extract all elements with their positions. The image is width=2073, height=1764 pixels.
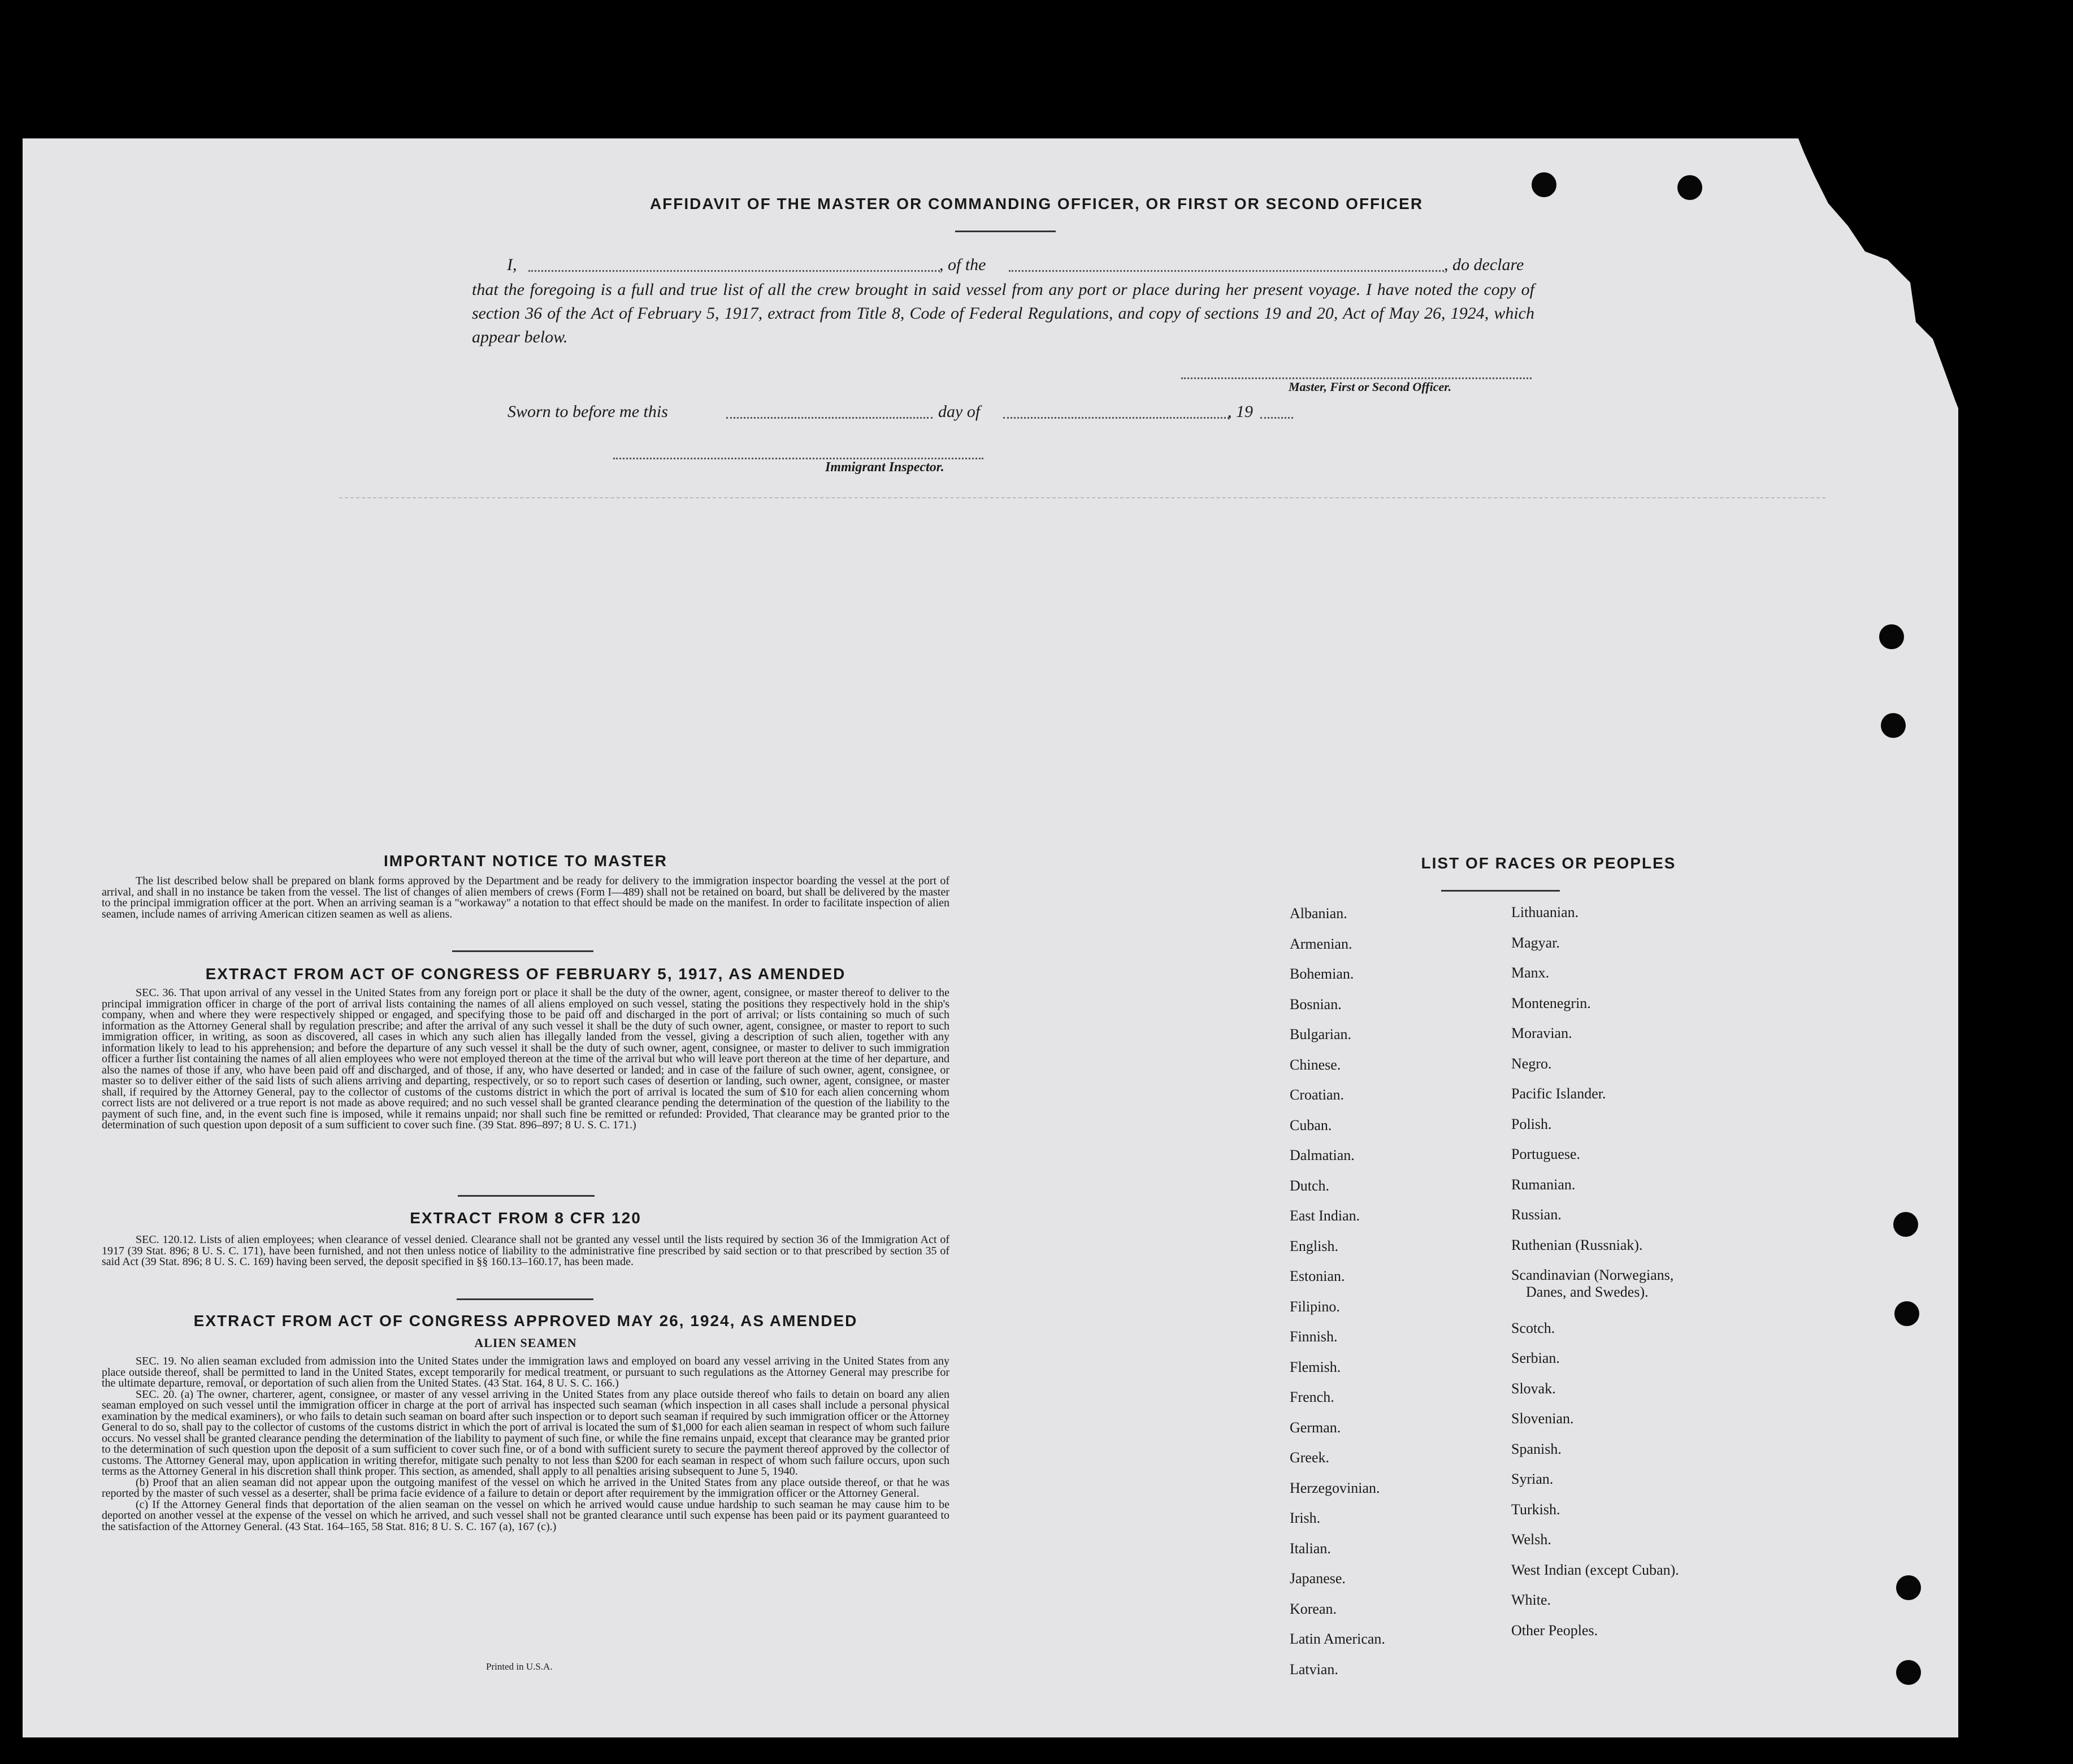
extract-1917-title: EXTRACT FROM ACT OF CONGRESS OF FEBRUARY 5, 1917, AS AMENDED: [205, 965, 846, 983]
race-item: West Indian (except Cuban).: [1511, 1561, 1679, 1578]
affidavit-heading: AFFIDAVIT OF THE MASTER OR COMMANDING OFFICER, OR FIRST OR SECOND OFFICER: [649, 195, 1424, 212]
sec20b-text: (b) Proof that an alien seaman did not appear upon the outgoing manifest of the vessel on which he arrived in the United States from any place outside thereof, or that he was reported by the master of such vessel as a deserter, shall be prima facie evidence of a failure to detain or deport after requirement by the immigration officer or the Attorney General.: [102, 1476, 949, 1500]
master-signature-label: Master, First or Second Officer.: [1289, 380, 1452, 394]
vessel-field[interactable]: [1009, 270, 1444, 272]
heading-rule: [955, 231, 1056, 232]
race-item: Manx.: [1511, 964, 1550, 981]
day-of-label: day of: [938, 402, 981, 421]
extract-cfr-title: EXTRACT FROM 8 CFR 120: [410, 1209, 641, 1227]
race-item: Korean.: [1290, 1600, 1337, 1617]
race-item: Greek.: [1290, 1449, 1330, 1466]
race-item: Polish.: [1511, 1115, 1552, 1132]
race-item: Flemish.: [1290, 1358, 1341, 1375]
punch-hole-right-2: [1881, 713, 1906, 738]
affidavit-of-label: , of the: [939, 255, 986, 274]
race-item: East Indian.: [1290, 1207, 1360, 1224]
race-item: Serbian.: [1511, 1350, 1560, 1367]
printed-note: Printed in U.S.A.: [486, 1661, 553, 1672]
race-item: Rumanian.: [1511, 1176, 1576, 1193]
torn-corner: [1729, 136, 1967, 429]
punch-hole-right-5: [1896, 1575, 1921, 1600]
year-field[interactable]: [1260, 417, 1293, 419]
extract-1924-body: [102, 1356, 949, 1532]
race-item: Latvian.: [1290, 1661, 1338, 1678]
race-item: Japanese.: [1290, 1570, 1346, 1587]
punch-hole-top-1: [1532, 172, 1556, 197]
race-item: Pacific Islander.: [1511, 1085, 1606, 1102]
race-item: Italian.: [1290, 1540, 1331, 1557]
race-item: Bohemian.: [1290, 966, 1354, 982]
extract-1924-title: EXTRACT FROM ACT OF CONGRESS APPROVED MAY 26, 1924, AS AMENDED: [193, 1312, 858, 1329]
notice-title: IMPORTANT NOTICE TO MASTER: [383, 852, 668, 870]
name-field[interactable]: [528, 270, 940, 272]
race-item: Other Peoples.: [1511, 1622, 1598, 1639]
race-item: German.: [1290, 1419, 1341, 1436]
race-item: Cuban.: [1290, 1116, 1332, 1133]
notice-text: The list described below shall be prepared on blank forms approved by the Department and be ready for delivery to the immigration inspector boarding the vessel at the port of arrival, and shall in no instance be taken from the vessel. The list of changes of alien members of crews (Form I—489) shall not be retained on board, but shall be delivered by the master to the principal immigration officer at the port. When an arriving seaman is a "workaway" a notation to that effect should be made on the manifest. In order to facilitate inspection of alien seamen, include names of arriving American citizen seamen as well as aliens.: [102, 875, 949, 920]
year-label: , 19: [1228, 402, 1253, 421]
extract-1917-rule: [458, 1195, 595, 1197]
inspector-signature-field[interactable]: [613, 458, 983, 459]
race-item: Herzegovinian.: [1290, 1479, 1380, 1496]
race-item: Albanian.: [1290, 905, 1347, 922]
race-item: English.: [1290, 1237, 1338, 1254]
race-item: Scotch.: [1511, 1319, 1555, 1336]
extract-cfr-rule: [457, 1298, 593, 1300]
race-item: Armenian.: [1290, 935, 1352, 952]
race-item: Welsh.: [1511, 1531, 1551, 1548]
race-item: French.: [1290, 1389, 1334, 1405]
master-signature-field[interactable]: [1181, 377, 1532, 379]
race-item: Bulgarian.: [1290, 1026, 1352, 1042]
race-item: Moravian.: [1511, 1025, 1572, 1041]
races-rule: [1441, 890, 1560, 892]
punch-hole-right-4: [1894, 1301, 1919, 1326]
race-item: Scandinavian (Norwegians, Danes, and Swedes).: [1511, 1267, 1674, 1300]
month-field[interactable]: [1003, 417, 1229, 419]
affidavit-declare-label: , do declare: [1444, 255, 1524, 274]
race-item: Spanish.: [1511, 1440, 1562, 1457]
race-item: Montenegrin.: [1511, 994, 1591, 1011]
race-item: Latin American.: [1290, 1631, 1385, 1647]
sworn-date-field[interactable]: [726, 417, 933, 419]
notice-rule: [452, 950, 593, 952]
race-item: Syrian.: [1511, 1471, 1554, 1488]
race-item: Portuguese.: [1511, 1146, 1581, 1162]
inspector-signature-label: Immigrant Inspector.: [825, 460, 944, 475]
scan-line: [339, 497, 1825, 498]
race-item: Russian.: [1511, 1206, 1562, 1223]
race-item: Chinese.: [1290, 1056, 1341, 1073]
race-item: Dalmatian.: [1290, 1147, 1355, 1163]
extract-cfr-text: SEC. 120.12. Lists of alien employees; when clearance of vessel denied. Clearance shall not be granted any vessel until the lists required by section 36 of the Immigration Act of 1917 (39 Stat. 896; 8 U. S. C. 171), have been furnished, and not then unless notice of liability to the administrative fine prescribed by said section or to that prescribed by section 35 of said Act (39 Stat. 896; 8 U. S. C. 169) having been served, the deposit specified in §§ 160.13–160.17, has been made.: [102, 1233, 949, 1268]
race-item: Slovenian.: [1511, 1410, 1574, 1427]
affidavit-declaration: that the foregoing is a full and true list of all the crew brought in said vessel from any port or place during her present voyage. I have noted the copy of section 36 of the Act of February 5, 1917, extract from Title 8, Code of Federal Regulations, and copy of sections 19 and 20, Act of May 26, 1924, which appear below.: [472, 280, 1534, 346]
punch-hole-right-1: [1879, 624, 1904, 649]
race-item: Lithuanian.: [1511, 904, 1579, 920]
race-item: Irish.: [1290, 1510, 1321, 1526]
race-item: Negro.: [1511, 1055, 1552, 1072]
sworn-label: Sworn to before me this: [508, 402, 668, 421]
punch-hole-right-3: [1893, 1212, 1918, 1237]
race-item: Turkish.: [1511, 1501, 1560, 1518]
race-item: Dutch.: [1290, 1177, 1330, 1194]
race-item: Croatian.: [1290, 1087, 1345, 1103]
sec20a-text: SEC. 20. (a) The owner, charterer, agent, consignee, or master of any vessel arriving in the United States from any place outside thereof who fails to detain on board any alien seaman employed on such vessel until the immigration officer in charge at the port of arrival has inspected such seaman (which inspection in all cases shall include a personal physical examination by the medical examiners), or who fails to detain such seaman on board after such inspection or to deport such seaman if required by such immigration officer or the Attorney General to do so, shall pay to the collector of customs of the customs district in which the port of arrival is located the sum of $1,000 for each alien seaman in respect of whom such failure occurs. No vessel shall be granted clearance pending the determination of the liability to payment of such fine, or while the fine remains unpaid, except that clearance may be granted prior to the determination of such question upon the deposit of a sum sufficient to cover such fine, or of a bond with sufficient surety to secure the payment thereof approved by the collector of customs. The Attorney General may, upon application in writing therefor, mitigate such penalty to not less than $200 for each seaman in respect of whom such failure occurs, upon such terms as the Attorney General in his discretion shall think proper. This section, as amended, shall apply to all penalties arising subsequent to June 5, 1940.: [102, 1388, 949, 1478]
race-item: White.: [1511, 1592, 1551, 1609]
sec20c-text: (c) If the Attorney General finds that deportation of the alien seaman on the vessel on which he arrived would cause undue hardship to such seaman he may cause him to be deported on another vessel at the expense of the vessel on which he arrived, and such vessel shall not be granted clearance until such expense has been paid or its payment guaranteed to the satisfaction of the Attorney General. (43 Stat. 164–165, 58 Stat. 816; 8 U. S. C. 167 (a), 167 (c).): [102, 1498, 949, 1533]
race-item: Bosnian.: [1290, 996, 1342, 1013]
race-item: Magyar.: [1511, 934, 1560, 951]
race-item: Filipino.: [1290, 1298, 1340, 1315]
race-item: Slovak.: [1511, 1380, 1556, 1397]
race-item: Estonian.: [1290, 1268, 1345, 1284]
punch-hole-right-6: [1896, 1660, 1921, 1685]
sec19-text: SEC. 19. No alien seaman excluded from admission into the United States under the immigration laws and employed on board any vessel arriving in the United States from any place outside thereof, shall be permitted to land in the United States, except temporarily for medical treatment, or pursuant to such regulations as the Attorney General may prescribe for the ultimate departure, removal, or deportation of such alien from the United States. (43 Stat. 164, 8 U. S. C. 166.): [102, 1355, 949, 1389]
races-title: LIST OF RACES OR PEOPLES: [1421, 854, 1676, 872]
race-item: Ruthenian (Russniak).: [1511, 1236, 1643, 1253]
extract-1917-text: SEC. 36. That upon arrival of any vessel in the United States from any foreign port or place it shall be the duty of the owner, agent, consignee, or master thereof to deliver to the principal immigration officer in charge of the port of arrival lists containing the names of all aliens employed on such vessel, stating the positions they respectively hold in the ship's company, when and where they were respectively shipped or engaged, and specifying those to be paid off and discharged in the port of arrival; or lists containing so much of such information as the Attorney General shall by regulation prescribe; and after the arrival of any such vessel it shall be the duty of such owner, agent, consignee, or master to report to such immigration officer, in writing, as soon as discovered, all cases in which any such alien has illegally landed from the vessel, giving a description of such alien, together with any information likely to lead to his apprehension; and before the departure of any such vessel it shall be the duty of such owner, agent, consignee, or master to deliver to such immigration officer a further list containing the names of all alien employees who were not employed thereon at the time of the arrival but who will leave port thereon at the time of her departure, and also the names of those if any, who have been paid off and discharged, and of those, if any, who have deserted or landed; and in case of the failure of such owner, agent, consignee, or master so to deliver either of the said lists of such aliens arriving and departing, respectively, or so to report such cases of desertion or landing, such owner, agent, consignee, or master shall, if required by the Attorney General, pay to the collector of customs of the customs district in which the port of arrival is located the sum of $10 for each alien concerning whom correct lists are not delivered or a true report is not made as above required; and no such vessel shall be granted clearance pending the determination of the question of the liability to the payment of such fine, and, in the event such fine is imposed, while it remains unpaid; nor shall such fine be remitted or refunded: Provided, That clearance may be granted prior to the determination of such question upon deposit of a sum sufficient to cover such fine. (39 Stat. 896–897; 8 U. S. C. 171.): [102, 987, 949, 1131]
extract-1924-subtitle: ALIEN SEAMEN: [474, 1336, 577, 1350]
affidavit-i-label: I,: [507, 255, 517, 274]
race-item: Finnish.: [1290, 1328, 1338, 1345]
